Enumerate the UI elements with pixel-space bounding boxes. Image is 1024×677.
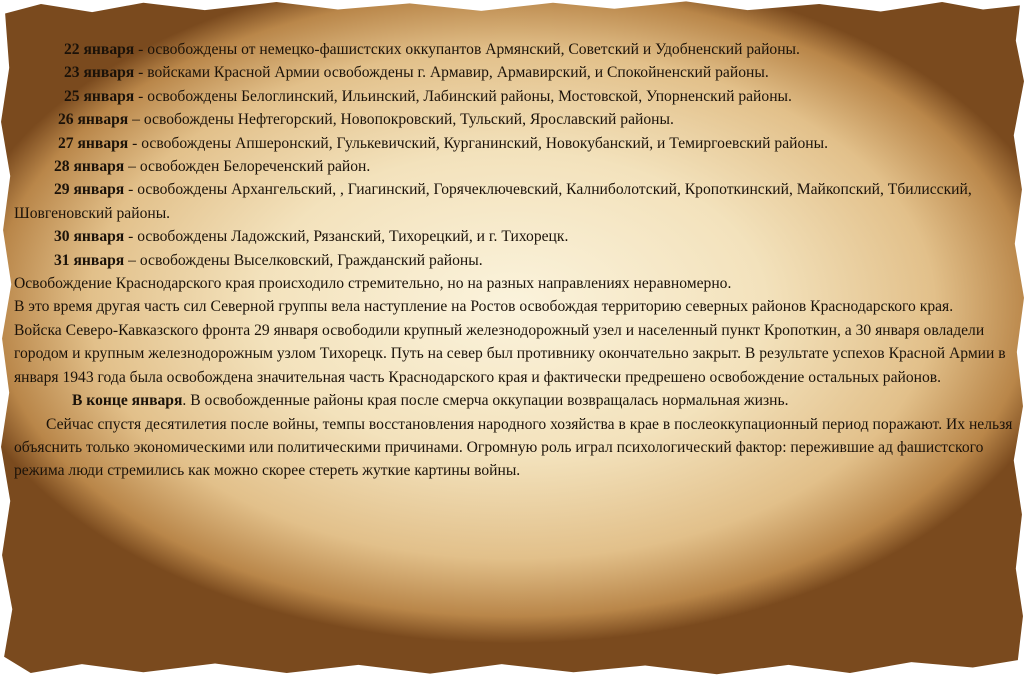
end-of-january-text: . В освобожденные районы края после смерча оккупации возвращалась нормальная жизнь. — [182, 392, 789, 410]
entry-26-january — [14, 108, 1016, 131]
entry-text: – освобождены Нефтегорский, Новопокровский, Тульский, Ярославский районы. — [128, 111, 674, 129]
entry-date: 31 января — [54, 251, 125, 269]
entry-date: 27 января — [58, 134, 129, 152]
paragraph-northern-group: В это время другая часть сил Северной группы вела наступление на Ростов освобождая территорию северных районов Краснодарского края. — [14, 298, 954, 316]
entry-text: – освобождены Выселковский, Гражданский районы. — [124, 251, 483, 269]
entry-22-january — [14, 38, 1016, 61]
entry-text: - освобождены от немецко-фашистских оккупантов Армянский, Советский и Удобненский районы. — [134, 41, 800, 58]
entry-23-january — [14, 61, 1016, 84]
entry-28-january — [14, 155, 1016, 178]
entry-27-january — [14, 132, 1016, 155]
entry-date: 28 января — [54, 158, 125, 176]
entry-text: - войсками Красной Армии освобождены г. Армавир, Армавирский, и Спокойненский районы. — [134, 64, 769, 82]
paragraph-closing: Сейчас спустя десятилетия после войны, темпы восстановления народного хозяйства в крае в послеоккупационный период поражают. Их нельзя объяснить только экономическими или политическими причинами. Огромную роль играл психологический фактор: пережившие ад фашистского режима люди стремились как можно скорее стереть жуткие картины войны. — [14, 415, 1013, 480]
entry-30-january — [14, 225, 1016, 248]
entry-text: – освобожден Белореченский район. — [124, 158, 371, 176]
paragraph-liberation-pace: Освобождение Краснодарского края происходило стремительно, но на разных направлениях неравномерно. — [14, 275, 732, 293]
entry-25-january — [14, 85, 1016, 108]
entry-text: - освобождены Апшеронский, Гулькевичский, Курганинский, Новокубанский, и Темиргоевский районы. — [128, 134, 828, 152]
entry-text: - освобождены Белоглинский, Ильинский, Лабинский районы, Мостовской, Упорненский районы. — [134, 87, 792, 105]
end-of-january-lead: В конце января — [72, 392, 183, 410]
entry-date: 30 января — [54, 228, 125, 246]
entry-date: 23 января — [64, 64, 135, 82]
entry-date: 26 января — [58, 111, 129, 129]
entry-29-january — [14, 178, 1016, 225]
entry-31-january — [14, 249, 1016, 272]
entry-text: - освобождены Архангельский, , Гиагинский, Горячеключевский, Калниболотский, Кропоткинский, Майкопский, Тбилисский, Шовгеновский районы. — [14, 181, 972, 222]
entry-date: 29 января — [54, 181, 125, 199]
paragraph-end-of-january — [14, 389, 1016, 412]
document-text — [14, 38, 1016, 483]
entry-date: 25 января — [64, 87, 135, 105]
paragraph-north-caucasus-front: Войска Северо-Кавказского фронта 29 января освободили крупный железнодорожный узел и населенный пункт Кропоткин, а 30 января овладели городом и крупным железнодорожным узлом Тихорецк. Путь на север был противнику окончательно закрыт. В результате успехов Красной Армии в января 1943 года была освобождена значительная часть Краснодарского края и фактически предрешено освобождение остальных районов. — [14, 321, 1006, 386]
entry-date: 22 января — [64, 41, 135, 58]
entry-text: - освобождены Ладожский, Рязанский, Тихорецкий, и г. Тихорецк. — [124, 228, 569, 246]
